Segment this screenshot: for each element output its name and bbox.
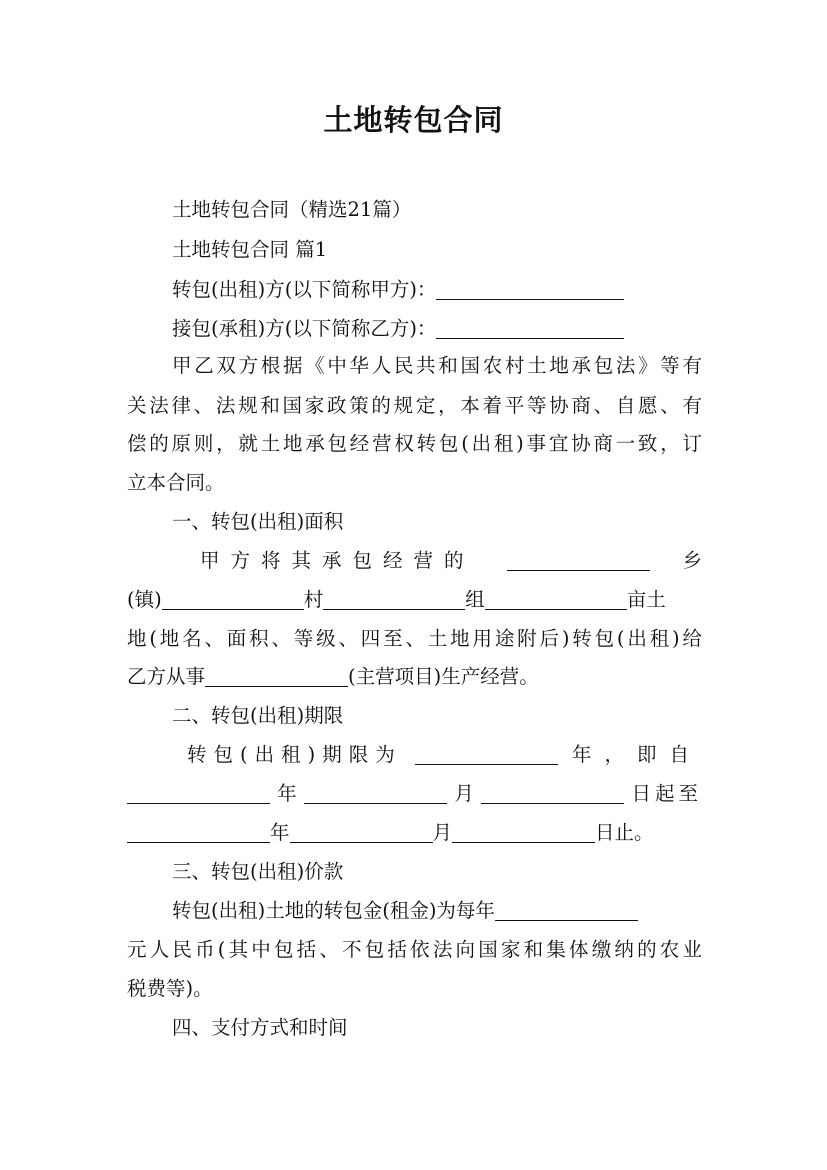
price-blank xyxy=(495,898,638,921)
party-a-blank xyxy=(436,277,624,300)
end-day-blank xyxy=(452,820,595,843)
paragraph-line: 偿的原则，就土地承包经营权转包(出租)事宜协商一致，订 xyxy=(127,432,702,455)
end-year-blank xyxy=(127,820,270,843)
town-label: (镇) xyxy=(127,588,162,611)
year-label: 年 xyxy=(270,821,290,844)
paragraph-line: 税费等)。 xyxy=(127,977,213,1000)
paragraph-line: 立本合同。 xyxy=(127,471,225,494)
year-label: 年 xyxy=(277,782,297,805)
month-label: 月 xyxy=(454,782,474,805)
area-line-2 xyxy=(127,585,702,615)
term-line-3 xyxy=(127,818,702,848)
price-line xyxy=(172,896,702,926)
group-label: 组 xyxy=(465,588,485,611)
party-a-line xyxy=(172,275,702,305)
village-blank xyxy=(323,587,465,610)
start-day-blank xyxy=(481,779,624,804)
start-year-blank xyxy=(127,779,270,804)
clause-heading-3: 三、转包(出租)价款 xyxy=(172,860,344,883)
until-label: 日止。 xyxy=(595,821,654,844)
party-b-label: 接包(承租)方(以下简称乙方)： xyxy=(172,317,437,340)
project-line xyxy=(127,662,702,692)
paragraph-line: 甲乙双方根据《中华人民共和国农村土地承包法》等有 xyxy=(172,354,702,377)
paragraph-line: 地(地名、面积、等级、四至、土地用途附后)转包(出租)给 xyxy=(127,627,702,650)
clause-heading-1: 一、转包(出租)面积 xyxy=(172,510,344,533)
term-line-2 xyxy=(127,779,702,809)
township-blank xyxy=(507,546,650,571)
term-tail: 年，即自 xyxy=(571,743,702,766)
village-label: 村 xyxy=(303,588,324,611)
project-blank xyxy=(205,664,348,687)
project-label: 乙方从事 xyxy=(127,665,206,688)
party-a-label: 转包(出租)方(以下简称甲方)： xyxy=(172,278,437,301)
term-label: 转包(出租)期限为 xyxy=(187,743,402,766)
document-title: 土地转包合同 xyxy=(323,103,504,137)
area-text: 甲方将其承包经营的 xyxy=(200,549,475,572)
clause-heading-4: 四、支付方式和时间 xyxy=(172,1016,348,1039)
term-years-blank xyxy=(415,740,558,765)
section-heading: 土地转包合同 篇1 xyxy=(172,238,328,261)
term-line-1 xyxy=(127,740,702,770)
end-month-blank xyxy=(290,820,433,843)
price-label: 转包(出租)土地的转包金(租金)为每年 xyxy=(172,899,495,922)
party-b-line xyxy=(172,314,702,344)
area-text-end: 乡 xyxy=(682,549,702,572)
area-line-1 xyxy=(127,546,702,576)
start-month-blank xyxy=(304,779,447,804)
town-blank xyxy=(162,587,304,610)
paragraph-line: 关法律、法规和国家政策的规定，本着平等协商、自愿、有 xyxy=(127,394,702,417)
mu-label: 亩土 xyxy=(626,588,666,611)
group-blank xyxy=(485,587,627,610)
clause-heading-2: 二、转包(出租)期限 xyxy=(172,704,344,727)
from-label: 日起至 xyxy=(631,782,702,805)
project-tail: (主营项目)生产经营。 xyxy=(348,665,539,688)
party-b-blank xyxy=(436,316,624,339)
subtitle-line: 土地转包合同（精选21篇） xyxy=(172,198,412,221)
paragraph-line: 元人民币(其中包括、不包括依法向国家和集体缴纳的农业 xyxy=(127,938,702,961)
month-label: 月 xyxy=(432,821,453,844)
